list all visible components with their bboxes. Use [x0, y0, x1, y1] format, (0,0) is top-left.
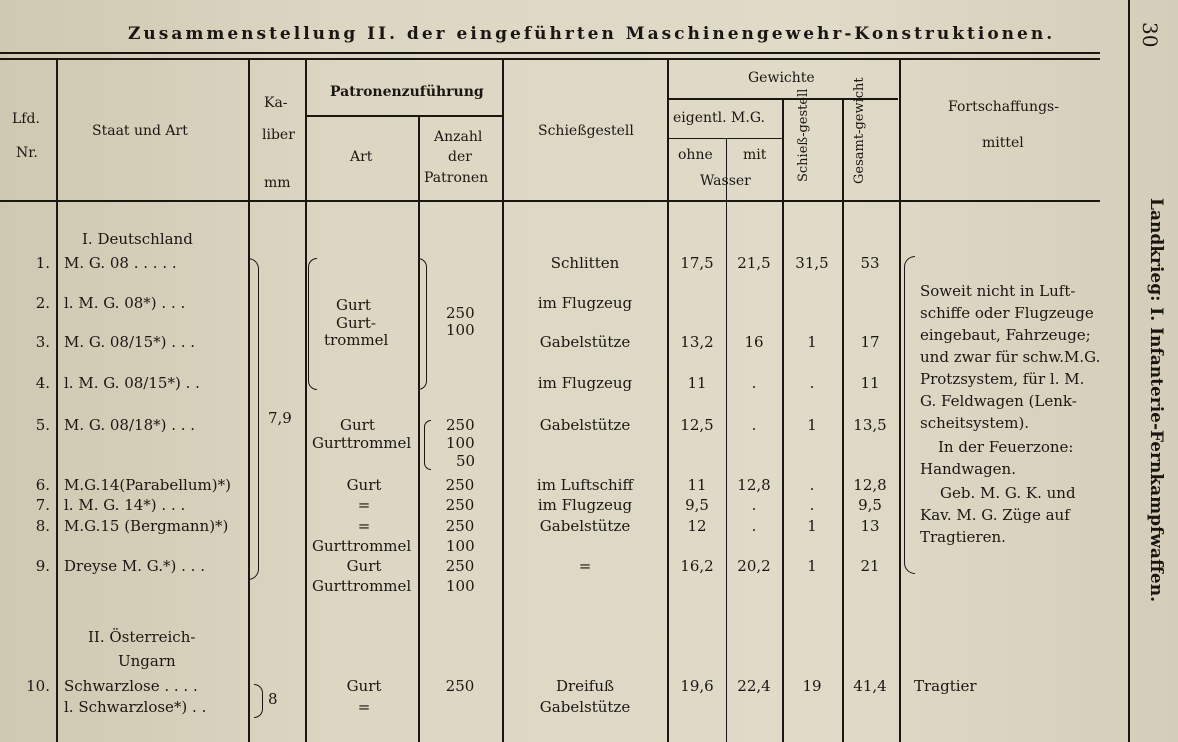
cell-gestell: Gabelstütze	[539, 416, 631, 434]
group-art-3: trommel	[324, 331, 389, 349]
vrule-3	[305, 60, 307, 742]
kaliber-at: 8	[268, 690, 278, 708]
group5-brace	[424, 420, 431, 470]
vrule-6	[667, 60, 669, 742]
cell-ges: 21	[860, 557, 880, 575]
fort-line-9: Handwagen.	[920, 460, 1016, 478]
hdr-fort-1: Fortschaffungs-	[948, 99, 1059, 115]
cell-anz: 250	[445, 677, 475, 695]
side-running-title: Landkrieg: I. Infanterie-Fernkampfwaffen.	[1146, 198, 1166, 602]
art-brace-left	[308, 258, 317, 390]
fort-line-4: und zwar für schw.M.G.	[920, 348, 1101, 366]
rule-patronen	[306, 115, 502, 117]
cell-ohne: 16,2	[680, 557, 714, 575]
kaliber-brace-de	[248, 258, 259, 580]
page-title: Zusammenstellung II. der eingeführten Maschinengewehr-Konstruktionen.	[128, 24, 1056, 44]
cell-gestell: Gabelstütze	[539, 333, 631, 351]
row8-extra-anz: 100	[446, 537, 475, 555]
cell-gestell: Dreifuß	[555, 677, 615, 695]
hdr-art: Art	[350, 149, 373, 165]
fort-line-12: Tragtieren.	[920, 528, 1006, 546]
cell-mit: 16	[744, 333, 764, 351]
hdr-gewichte: Gewichte	[748, 70, 815, 86]
fort-line-7: scheitsystem).	[920, 414, 1030, 432]
cell-ohne: 13,2	[680, 333, 714, 351]
cell-nr: 9.	[35, 557, 50, 575]
cell-sg: 1	[807, 517, 817, 535]
cell-art: Gurt	[346, 476, 382, 494]
fort-line-11: Kav. M. G. Züge auf	[920, 506, 1070, 524]
fort-line-10: Geb. M. G. K. und	[940, 484, 1076, 502]
group-art-2: Gurt-	[336, 314, 376, 332]
cell-gestell: Gabelstütze	[539, 698, 631, 716]
fort-line-8: In der Feuerzone:	[938, 438, 1074, 456]
hdr-eigentl: eigentl. M.G.	[673, 110, 765, 126]
group5-anz-2: 100	[446, 434, 475, 452]
hdr-fort-2: mittel	[982, 135, 1024, 151]
cell-nr: 1.	[35, 254, 50, 272]
cell-anz: 250	[445, 496, 475, 514]
hdr-staat: Staat und Art	[92, 123, 188, 139]
cell-sg: 1	[807, 557, 817, 575]
cell-mit: 12,8	[737, 476, 771, 494]
hdr-kal-3: mm	[264, 175, 291, 191]
cell-anz: 250	[445, 557, 475, 575]
vrule-10	[899, 60, 901, 742]
group5-anz-3: 50	[456, 452, 476, 470]
rule-top-2	[0, 58, 1100, 60]
cell-nr: 2.	[35, 294, 50, 312]
cell-ges: 53	[860, 254, 880, 272]
cell-gestell: Gabelstütze	[539, 517, 631, 535]
cell-gestell: im Flugzeug	[537, 374, 633, 392]
cell-mit: .	[751, 517, 757, 535]
cell-nr: 4.	[35, 374, 50, 392]
cell-name: Dreyse M. G.*) . . .	[64, 557, 205, 575]
cell-name: M. G. 08/15*) . . .	[64, 333, 196, 351]
vrule-5	[502, 60, 504, 742]
cell-ges: 13	[860, 517, 880, 535]
group-anz-2: 100	[446, 321, 475, 339]
cell-art: Gurt	[346, 677, 382, 695]
cell-gestell: im Flugzeug	[537, 294, 633, 312]
cell-mit: .	[751, 496, 757, 514]
cell-sg: 19	[802, 677, 822, 695]
rule-top	[0, 52, 1100, 54]
cell-nr: 6.	[35, 476, 50, 494]
cell-ges: 17	[860, 333, 880, 351]
row9-extra-art: Gurttrommel	[312, 577, 412, 595]
vrule-1	[56, 60, 58, 742]
cell-art: =	[357, 496, 371, 514]
cell-mit: .	[751, 416, 757, 434]
cell-nr: 7.	[35, 496, 50, 514]
cell-anz: 250	[445, 517, 475, 535]
hdr-gesamt: Gesamt-gewicht	[852, 77, 867, 184]
group-art-1: Gurt	[336, 296, 371, 314]
cell-ohne: 12,5	[680, 416, 714, 434]
kaliber-brace-at	[254, 684, 263, 718]
cell-ohne: 17,5	[680, 254, 714, 272]
vrule-4	[418, 116, 420, 742]
cell-gestell: im Luftschiff	[536, 476, 634, 494]
cell-art: =	[357, 517, 371, 535]
cell-gestell: im Flugzeug	[537, 496, 633, 514]
hdr-anz-3: Patronen	[424, 170, 489, 186]
hdr-schiessgestell: Schieß-gestell	[796, 88, 811, 182]
hdr-mit: mit	[743, 147, 767, 163]
fort-line-2: schiffe oder Flugzeuge	[920, 304, 1094, 322]
hdr-kal-2: liber	[262, 127, 295, 143]
kaliber-de: 7,9	[268, 409, 292, 427]
anz-brace-right	[418, 258, 427, 390]
hdr-wasser: Wasser	[700, 173, 751, 189]
hdr-kal-1: Ka-	[264, 95, 288, 111]
rule-side	[1128, 0, 1130, 742]
hdr-patronen: Patronenzuführung	[330, 84, 484, 100]
cell-ges: 12,8	[853, 476, 887, 494]
hdr-anz-1: Anzahl	[434, 129, 483, 145]
hdr-ohne: ohne	[678, 147, 713, 163]
cell-mit: 22,4	[737, 677, 771, 695]
fort-line-5: Protzsystem, für l. M.	[920, 370, 1085, 388]
cell-ges: 41,4	[853, 677, 887, 695]
row9-extra-anz: 100	[446, 577, 475, 595]
rule-eigentl	[668, 138, 782, 139]
cell-sg: .	[809, 476, 815, 494]
cell-name: l. M. G. 08/15*) . .	[64, 374, 200, 392]
cell-gestell: =	[578, 557, 592, 575]
cell-art: Gurt	[346, 557, 382, 575]
cell-sg: 1	[807, 333, 817, 351]
cell-sg: .	[809, 496, 815, 514]
cell-art: =	[357, 698, 371, 716]
cell-mit: 20,2	[737, 557, 771, 575]
cell-name: l. M. G. 14*) . . .	[64, 496, 186, 514]
hdr-schiess: Schießgestell	[538, 123, 634, 139]
cell-mit: 21,5	[737, 254, 771, 272]
cell-nr: 8.	[35, 517, 50, 535]
hdr-lfd-2: Nr.	[16, 145, 38, 161]
group5-anz-1: 250	[446, 416, 475, 434]
cell-name: l. M. G. 08*) . . .	[64, 294, 186, 312]
cell-name: Schwarzlose . . . .	[64, 677, 198, 695]
cell-mit: .	[751, 374, 757, 392]
cell-anz: 250	[445, 476, 475, 494]
fort-brace	[904, 256, 915, 574]
cell-ges: 13,5	[853, 416, 887, 434]
rule-header-bottom	[0, 200, 1100, 202]
cell-ohne: 12	[687, 517, 707, 535]
cell-name: M. G. 08/18*) . . .	[64, 416, 196, 434]
cell-nr: 5.	[35, 416, 50, 434]
cell-name: M.G.15 (Bergmann)*)	[64, 517, 229, 535]
section-deutschland: I. Deutschland	[82, 230, 193, 248]
cell-sg: 1	[807, 416, 817, 434]
group5-art-1: Gurt	[340, 416, 375, 434]
cell-ohne: 11	[687, 374, 707, 392]
cell-fort: Tragtier	[914, 677, 977, 695]
cell-nr: 3.	[35, 333, 50, 351]
hdr-lfd-1: Lfd.	[12, 111, 40, 127]
cell-name: M. G. 08 . . . . .	[64, 254, 177, 272]
cell-name: l. Schwarzlose*) . .	[64, 698, 207, 716]
fort-line-3: eingebaut, Fahrzeuge;	[920, 326, 1091, 344]
row8-extra-art: Gurttrommel	[312, 537, 412, 555]
cell-name: M.G.14(Parabellum)*)	[64, 476, 231, 494]
section-oesterreich-2: Ungarn	[118, 652, 176, 670]
cell-nr: 10.	[26, 677, 50, 695]
hdr-anz-2: der	[448, 149, 472, 165]
group-anz-1: 250	[446, 304, 475, 322]
fort-line-1: Soweit nicht in Luft-	[920, 282, 1076, 300]
cell-ohne: 9,5	[685, 496, 709, 514]
cell-ohne: 11	[687, 476, 707, 494]
section-oesterreich-1: II. Österreich-	[88, 628, 196, 646]
fort-line-6: G. Feldwagen (Lenk-	[920, 392, 1077, 410]
cell-sg: .	[809, 374, 815, 392]
cell-ges: 11	[860, 374, 880, 392]
cell-sg: 31,5	[795, 254, 829, 272]
vrule-7	[726, 138, 727, 742]
group5-art-2: Gurttrommel	[312, 434, 412, 452]
page-number: 30	[1138, 22, 1162, 48]
cell-gestell: Schlitten	[550, 254, 620, 272]
cell-ges: 9,5	[858, 496, 882, 514]
cell-ohne: 19,6	[680, 677, 714, 695]
